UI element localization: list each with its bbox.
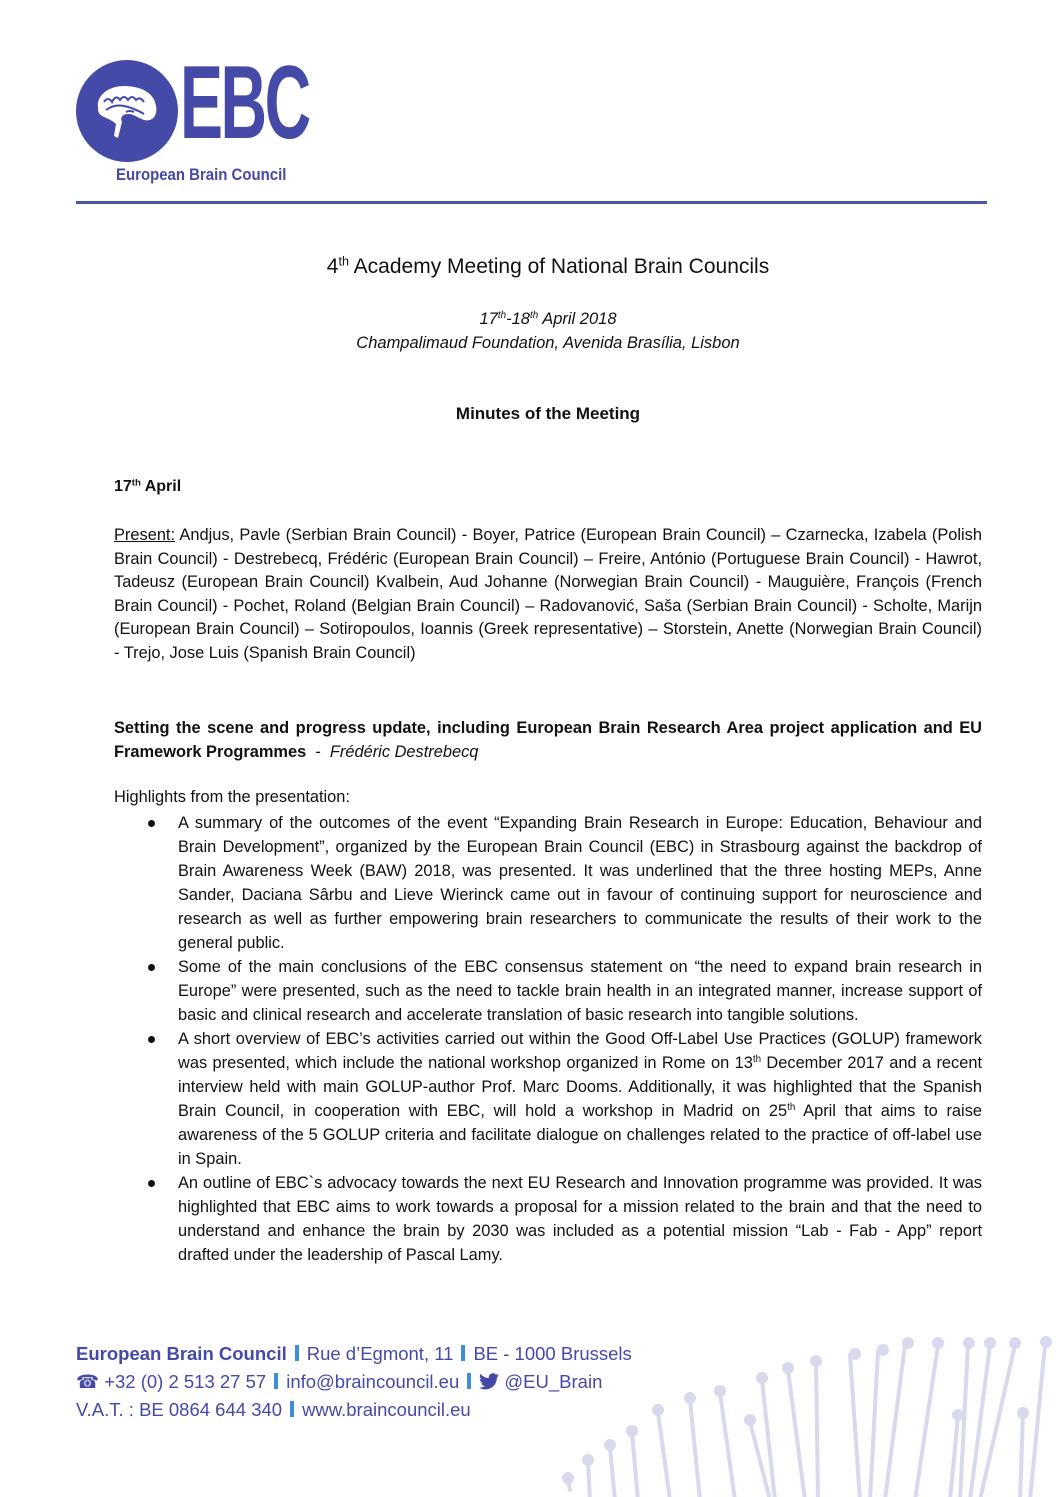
- day-suffix: th: [131, 477, 141, 489]
- separator-bar: [274, 1373, 278, 1389]
- footer-email-link[interactable]: info@braincouncil.eu: [286, 1371, 460, 1392]
- bullet-icon: [148, 820, 155, 827]
- list-item-text: April that aims to raise awareness of the 5 GOLUP criteria and facilitate dialogue on challenges related to the practice of off-label use in Spain.: [178, 1102, 982, 1168]
- list-item-text: A summary of the outcomes of the event “Expanding Brain Research in Europe: Education, Behaviour and Brain Development”, organized by the European Brain Council (EBC) in Strasbourg against the backdrop of Brain Awareness Week (BAW) 2018, was presented. It was underlined that the three hosting MEPs, Anne Sander, Daciana Sârbu and Lieve Wierinck came out in favour of continuing support for neuroscience and research as well as further empowering brain researchers to communicate the results of their work to the general public.: [178, 814, 982, 952]
- list-item-text: A short overview of EBC’s activities carried out within the Good Off-Label Use Practices (GOLUP) framework was presented, which include the national workshop organized in Rome on 13: [178, 1030, 982, 1072]
- logo-acronym: EBC: [180, 45, 309, 161]
- footer-twitter-handle[interactable]: @EU_Brain: [504, 1371, 603, 1392]
- footer-line-2: [76, 1368, 632, 1396]
- separator-bar: [467, 1373, 471, 1389]
- agenda-item-heading: [114, 716, 982, 764]
- bullet-icon: [148, 1036, 155, 1043]
- separator-bar: [290, 1401, 294, 1417]
- bullet-icon: [148, 964, 155, 971]
- header-divider: [76, 201, 987, 204]
- date-start: 17: [479, 310, 498, 328]
- highlights-intro: Highlights from the presentation:: [114, 788, 350, 806]
- date-end-suffix: th: [529, 310, 539, 322]
- agenda-item-title: Setting the scene and progress update, including European Brain Research Area project application and EU Framework Programmes: [114, 719, 982, 761]
- meeting-venue: Champalimaud Foundation, Avenida Brasília, Lisbon: [356, 334, 740, 352]
- footer-org: European Brain Council: [76, 1343, 287, 1364]
- neuron-decoration: [560, 1330, 1058, 1497]
- day-number: 17: [114, 478, 132, 495]
- attendees-paragraph: [114, 524, 982, 666]
- date-start-suffix: th: [497, 310, 507, 322]
- footer-line-1: [76, 1340, 632, 1368]
- day-month: April: [140, 478, 182, 495]
- footer-line-3: [76, 1396, 632, 1424]
- footer-phone: +32 (0) 2 513 27 57: [104, 1371, 267, 1392]
- footer-address: Rue d’Egmont, 11: [306, 1343, 454, 1364]
- list-item: [114, 955, 982, 1027]
- page-title: [114, 255, 982, 279]
- footer-city: BE - 1000 Brussels: [473, 1343, 632, 1364]
- list-item-text: Some of the main conclusions of the EBC consensus statement on “the need to expand brain research in Europe” were presented, such as the need to tackle brain health in an integrated manner, increase support of basic and clinical research and accelerate translation of basic research into tangible solutions.: [178, 958, 982, 1024]
- footer-website-link[interactable]: www.braincouncil.eu: [302, 1399, 471, 1420]
- footer-contact: [76, 1340, 632, 1424]
- meeting-details: [114, 307, 982, 355]
- attendees-list: Andjus, Pavle (Serbian Brain Council) - Boyer, Patrice (European Brain Council) – Czarnecka, Izabela (Polish Brain Council) - Destrebecq, Frédéric (European Brain Council) – Freire, António (Portuguese Brain Council) - Hawrot, Tadeusz (European Brain Council) Kvalbein, Aud Johanne (Norwegian Brain Council) - Mauguière, François (French Brain Council) - Pochet, Roland (Belgian Brain Council) – Radovanović, Saša (Serbian Brain Council) - Scholte, Marijn (European Brain Council) – Sotiropoulos, Ioannis (Greek representative) – Storstein, Anette (Norwegian Brain Council) - Trejo, Jose Luis (Spanish Brain Council): [114, 526, 982, 662]
- minutes-heading: Minutes of the Meeting: [455, 404, 641, 423]
- date-end: -18: [506, 310, 530, 328]
- title-ordinal: 4: [326, 255, 339, 278]
- logo-org-name: European Brain Council: [116, 165, 287, 184]
- title-ordinal-suffix: th: [338, 254, 349, 269]
- phone-icon: ☎: [76, 1371, 100, 1392]
- ebc-logo: [76, 45, 309, 190]
- list-item-text: An outline of EBC`s advocacy towards the next EU Research and Innovation programme was provided. It was highlighted that EBC aims to work towards a proposal for a mission related to the brain and that the need to understand and enhance the brain by 2030 was included as a potential mission “Lab - Fab - App” report drafted under the leadership of Pascal Lamy.: [178, 1174, 982, 1264]
- ordinal-suffix: th: [787, 1102, 796, 1114]
- twitter-icon: [479, 1373, 499, 1390]
- present-label: Present:: [114, 526, 176, 544]
- day-heading: [114, 478, 181, 496]
- bullet-icon: [148, 1180, 155, 1187]
- separator-bar: [461, 1345, 465, 1361]
- agenda-separator: -: [306, 743, 330, 761]
- date-month-year: April 2018: [538, 310, 617, 328]
- agenda-presenter: Frédéric Destrebecq: [329, 743, 479, 761]
- ordinal-suffix: th: [752, 1054, 762, 1066]
- list-item: [114, 1171, 982, 1267]
- meeting-dates: [114, 307, 982, 331]
- separator-bar: [295, 1345, 299, 1361]
- list-item: [114, 811, 982, 955]
- brain-logo-circle: [76, 60, 178, 162]
- footer-vat: V.A.T. : BE 0864 644 340: [76, 1399, 283, 1420]
- list-item-text: December 2017 and a recent interview held with main GOLUP-author Prof. Marc Dooms. Additionally, it was highlighted that the Spanish Brain Council, in cooperation with EBC, will hold a workshop in Madrid on 25: [178, 1054, 982, 1120]
- title-text: Academy Meeting of National Brain Councils: [348, 255, 770, 278]
- highlights-list: [114, 811, 982, 1267]
- brain-icon: [92, 82, 162, 140]
- list-item: [114, 1027, 982, 1171]
